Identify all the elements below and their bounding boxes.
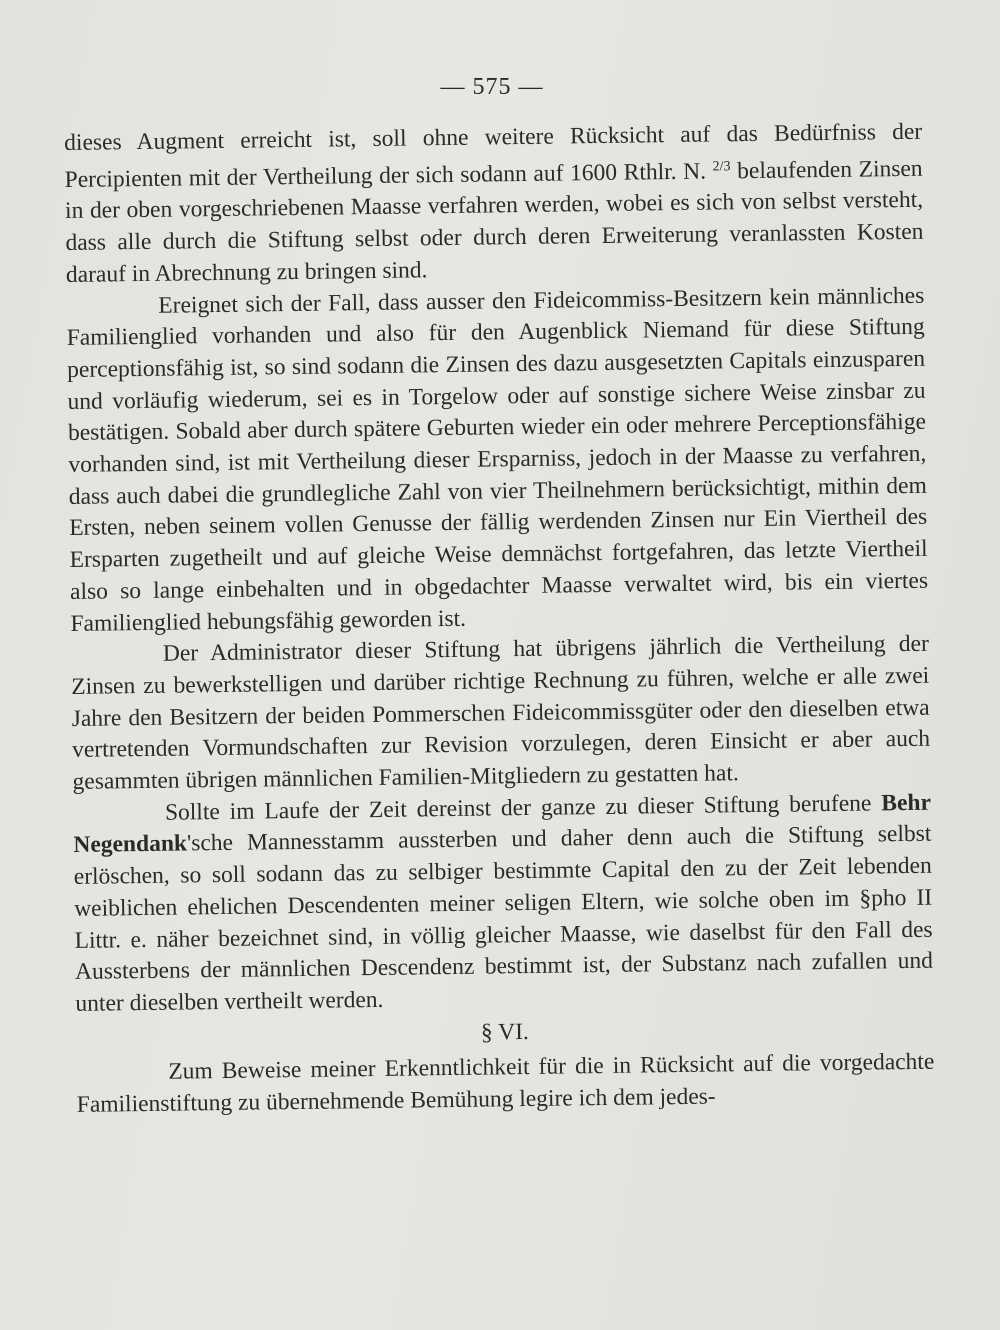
paragraph-3: Der Administrator dieser Stiftung hat übrigens jährlich die Vertheilung der Zinsen zu bewerkstelligen und darüber richtige Rechnung zu führen, welche er alle zwei Jahre den Besitzern der beiden Pommerschen Fideicommissgüter oder den dieselben etwa vertretenden Vormundschaften zur Revision vorzulegen, deren Einsicht er aber auch gesammten übrigen männlichen Familien-Mitgliedern zu gestatten hat.	[71, 630, 931, 796]
paragraph-4-start: Sollte im Laufe der Zeit dereinst der ganze zu dieser Stiftung berufene	[164, 790, 882, 826]
paragraph-5: Zum Beweise meiner Erkenntlichkeit für die in Rücksicht auf die vorgedachte Familienstiftung zu übernehmende Bemühung legire ich dem jedes-	[76, 1049, 935, 1119]
paragraph-2: Ereignet sich der Fall, dass ausser den Fideicommiss-Besitzern kein männliches Familienglied vorhanden und also für den Augenblick Niemand für diese Stiftung perceptionsfähig ist, so sind sodann die Zinsen des dazu ausgesetzten Capitals einzusparen und vorläufig wiederum, sei es in Torgelow oder auf sonstige sichere Weise zinsbar zu bestätigen. Sobald aber durch spätere Geburten wieder ein oder mehrere Perceptionsfähige vorhanden sind, ist mit Vertheilung dieser Ersparniss, jedoch in der Maasse zu verfahren, dass auch dabei die grundlegliche Zahl von vier Theilnehmern berücksichtigt, mithin dem Ersten, neben seinem vollen Genusse der fällig werdenden Zinsen nur Ein Viertheil des Ersparten zugetheilt und auf gleiche Weise demnächst fortgefahren, das letzte Viertheil also so lange einbehalten und in obgedachter Maasse verwaltet wird, bis ein viertes Familienglied hebungsfähig geworden ist.	[66, 282, 929, 637]
family-name-bold: Behr Negendank	[73, 789, 932, 859]
section-heading: § VI.	[480, 1018, 529, 1046]
paragraph-1-rest: belaufenden Zinsen in der oben vorgeschriebenen Maasse verfahren werden, wobei es sich von selbst versteht, dass alle durch die Stiftung selbst oder durch deren Erweiterung veranlassten Kosten darauf in Abrechnung zu bringen sind.	[64, 155, 924, 288]
paragraph-4	[73, 787, 934, 1020]
paragraph-1-text: dieses Augment erreicht ist, soll ohne weitere Rücksicht auf das Bedürfniss der Percipienten mit der Vertheilung der sich sodann auf 1600 Rthlr. N.	[64, 118, 923, 193]
paragraph-4-rest: 'sche Mannesstamm aussterben und daher denn auch die Stiftung selbst erlöschen, so soll sodann das zu selbiger bestimmte Capital den zu der Zeit lebenden weiblichen ehelichen Descendenten meiner seligen Eltern, wie solche oben im §pho II Littr. e. näher bezeichnet sind, in völlig gleicher Maasse, wie daselbst für den Fall des Aussterbens der männlichen Descendenz bestimmt ist, der Substanz nach zufallen und unter dieselben vertheilt werden.	[73, 821, 934, 1017]
fraction-two-thirds: 2/3	[712, 158, 731, 175]
paragraph-1	[64, 117, 924, 292]
body-text	[64, 117, 935, 1122]
page-number: — 575 —	[440, 74, 544, 100]
